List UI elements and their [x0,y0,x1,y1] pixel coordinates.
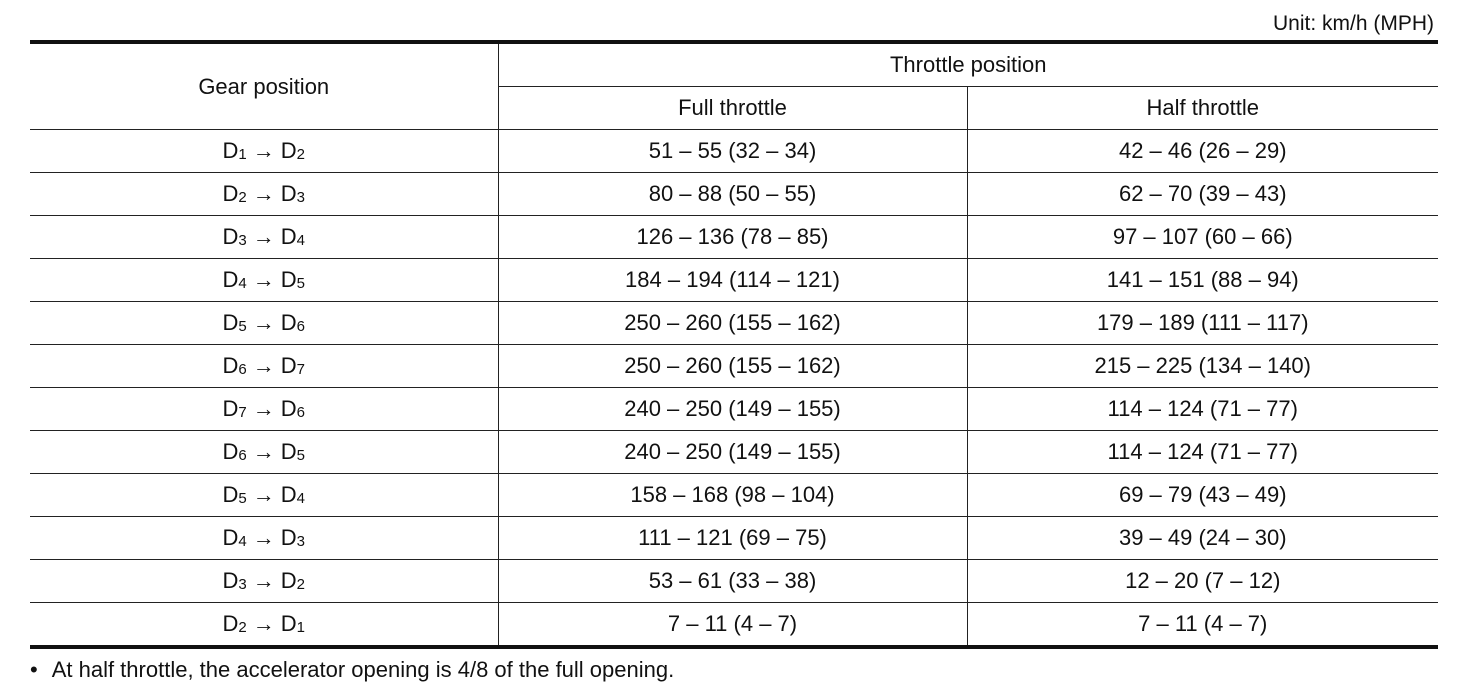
shift-arrow-icon: → [252,482,275,507]
gear-shift-cell [30,173,498,216]
shift-arrow-icon: → [252,396,275,421]
gear-to-letter: D [280,439,297,464]
gear-to-number: 3 [296,533,305,550]
table-row [30,216,1438,259]
footnote-bullet: • [30,657,38,682]
gear-shift-cell [30,216,498,259]
gear-from-letter: D [222,611,239,636]
full-throttle-speed: 250 – 260 (155 – 162) [498,345,967,388]
gear-to-number: 3 [296,189,305,206]
gear-to-letter: D [280,310,297,335]
gear-from-number: 4 [238,275,247,292]
gear-position-header: Gear position [30,42,498,130]
gear-shift-cell [30,388,498,431]
half-throttle-speed: 69 – 79 (43 – 49) [967,474,1438,517]
half-throttle-speed: 7 – 11 (4 – 7) [967,603,1438,648]
gear-to-letter: D [280,353,297,378]
gear-to-number: 6 [296,404,305,421]
gear-from-number: 6 [238,361,247,378]
gear-from-letter: D [222,439,239,464]
gear-from-number: 3 [238,232,247,249]
shift-arrow-icon: → [252,611,275,636]
gear-to-number: 4 [296,490,305,507]
half-throttle-speed: 62 – 70 (39 – 43) [967,173,1438,216]
gear-shift-cell [30,259,498,302]
gear-to-letter: D [280,525,297,550]
table-row [30,173,1438,216]
gear-from-letter: D [222,181,239,206]
shift-arrow-icon: → [252,439,275,464]
gear-from-number: 5 [238,318,247,335]
full-throttle-speed: 184 – 194 (114 – 121) [498,259,967,302]
gear-to-letter: D [280,396,297,421]
full-throttle-speed: 250 – 260 (155 – 162) [498,302,967,345]
gear-from-letter: D [222,138,239,163]
gear-from-letter: D [222,353,239,378]
full-throttle-speed: 240 – 250 (149 – 155) [498,431,967,474]
gear-from-letter: D [222,482,239,507]
table-row [30,388,1438,431]
gear-to-number: 7 [296,361,305,378]
table-row [30,431,1438,474]
gear-to-letter: D [280,138,297,163]
gear-from-letter: D [222,267,239,292]
gear-to-number: 5 [296,275,305,292]
full-throttle-speed: 111 – 121 (69 – 75) [498,517,967,560]
full-throttle-speed: 53 – 61 (33 – 38) [498,560,967,603]
shift-rows [30,130,1438,648]
table-row [30,474,1438,517]
gear-from-number: 3 [238,576,247,593]
gear-from-number: 2 [238,619,247,636]
gear-from-letter: D [222,224,239,249]
gear-from-letter: D [222,396,239,421]
table-row [30,603,1438,648]
full-throttle-speed: 51 – 55 (32 – 34) [498,130,967,173]
throttle-position-header: Throttle position [498,42,1438,87]
half-throttle-speed: 215 – 225 (134 – 140) [967,345,1438,388]
gear-from-number: 5 [238,490,247,507]
gear-from-letter: D [222,568,239,593]
full-throttle-speed: 7 – 11 (4 – 7) [498,603,967,648]
half-throttle-speed: 179 – 189 (111 – 117) [967,302,1438,345]
gear-from-number: 2 [238,189,247,206]
half-throttle-speed: 39 – 49 (24 – 30) [967,517,1438,560]
gear-to-number: 2 [296,576,305,593]
full-throttle-header: Full throttle [498,87,967,130]
gear-shift-cell [30,130,498,173]
full-throttle-speed: 158 – 168 (98 – 104) [498,474,967,517]
half-throttle-speed: 97 – 107 (60 – 66) [967,216,1438,259]
shift-arrow-icon: → [252,568,275,593]
unit-label: Unit: km/h (MPH) [1272,12,1434,35]
half-throttle-speed: 114 – 124 (71 – 77) [967,431,1438,474]
table-row [30,302,1438,345]
table-row [30,130,1438,173]
gear-to-number: 2 [296,146,305,163]
gear-to-letter: D [280,267,297,292]
gear-from-number: 1 [238,146,247,163]
gear-shift-cell [30,474,498,517]
shift-arrow-icon: → [252,310,275,335]
gear-to-letter: D [280,181,297,206]
shift-arrow-icon: → [252,181,275,206]
gear-shift-cell [30,603,498,648]
gear-to-letter: D [280,482,297,507]
gear-from-letter: D [222,525,239,550]
shift-arrow-icon: → [252,138,275,163]
half-throttle-speed: 42 – 46 (26 – 29) [967,130,1438,173]
shift-arrow-icon: → [252,267,275,292]
half-throttle-speed: 141 – 151 (88 – 94) [967,259,1438,302]
table-row [30,345,1438,388]
footnote [30,657,674,683]
gear-to-letter: D [280,611,297,636]
gear-from-number: 4 [238,533,247,550]
gear-shift-cell [30,345,498,388]
gear-to-letter: D [280,568,297,593]
gear-shift-cell [30,517,498,560]
table-row [30,560,1438,603]
half-throttle-header: Half throttle [967,87,1438,130]
gear-to-letter: D [280,224,297,249]
gear-to-number: 1 [296,619,305,636]
full-throttle-speed: 240 – 250 (149 – 155) [498,388,967,431]
half-throttle-speed: 114 – 124 (71 – 77) [967,388,1438,431]
gear-to-number: 6 [296,318,305,335]
gear-from-letter: D [222,310,239,335]
half-throttle-speed: 12 – 20 (7 – 12) [967,560,1438,603]
gear-from-number: 7 [238,404,247,421]
shift-arrow-icon: → [252,353,275,378]
gear-from-number: 6 [238,447,247,464]
gear-shift-cell [30,431,498,474]
gear-shift-cell [30,302,498,345]
shift-arrow-icon: → [252,224,275,249]
shift-schedule-table [30,40,1438,649]
full-throttle-speed: 80 – 88 (50 – 55) [498,173,967,216]
gear-to-number: 4 [296,232,305,249]
gear-to-number: 5 [296,447,305,464]
full-throttle-speed: 126 – 136 (78 – 85) [498,216,967,259]
table-row [30,259,1438,302]
gear-shift-cell [30,560,498,603]
footnote-text: At half throttle, the accelerator opening is 4/8 of the full opening. [51,657,675,682]
shift-arrow-icon: → [252,525,275,550]
table-row [30,517,1438,560]
